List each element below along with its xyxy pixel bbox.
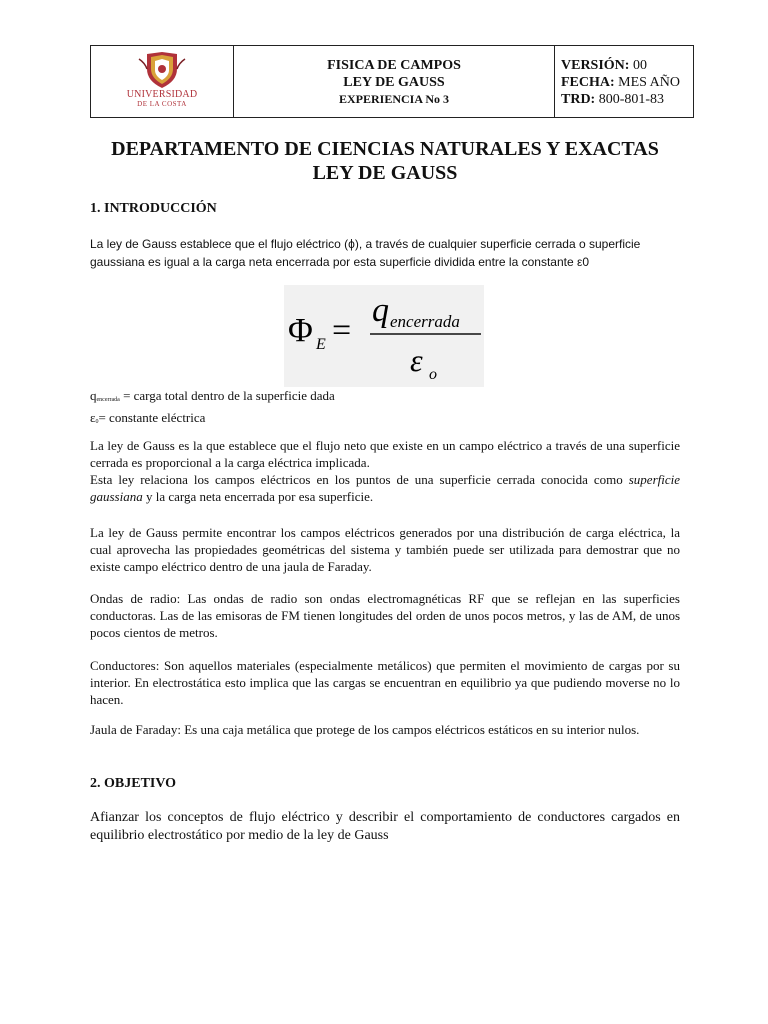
definition-q-subscript: encerrada: [96, 397, 120, 403]
logo-cell: [91, 46, 234, 117]
document-header: [90, 45, 694, 118]
definition-q-symbol: q: [90, 388, 97, 403]
shield-icon: [117, 51, 207, 91]
objective-heading: 2. OBJETIVO: [90, 776, 177, 791]
document-subject: LEY DE GAUSS: [312, 162, 458, 184]
faraday-cage-paragraph: Jaula de Faraday: Es una caja metálica que protege de los campos eléctricos estáticos en su interior nulos.: [90, 722, 640, 737]
trd-label: TRD:: [561, 92, 596, 107]
formula-graphic: [284, 285, 484, 387]
gauss-law-uses-paragraph: La ley de Gauss permite encontrar los campos eléctricos generados por una distribución de carga eléctrica, la cual aprovecha las propiedades geométricas del sistema y también puede ser utilizada para demostrar que no existe campo eléctrico dentro de una jaula de Faraday.: [90, 525, 680, 574]
gauss-law-paragraph: [90, 437, 680, 505]
document-meta-cell: [555, 46, 693, 117]
experience-number: EXPERIENCIA No 3: [338, 92, 449, 106]
date-label: FECHA:: [561, 75, 615, 90]
intro-heading: 1. INTRODUCCIÓN: [90, 201, 217, 216]
definition-q-text: = carga total dentro de la superficie dada: [119, 388, 335, 403]
formula-definitions: [90, 387, 335, 431]
definition-epsilon-text: = constante eléctrica: [98, 410, 206, 425]
logo-subtitle: DE LA COSTA: [137, 99, 187, 108]
date-value: MES AÑO: [614, 75, 681, 90]
course-title-cell: [234, 46, 555, 117]
gauss-formula: [284, 285, 484, 387]
gauss-law-relation-end: y la carga neta encerrada por esa superficie.: [142, 489, 374, 504]
intro-paragraph: La ley de Gauss establece que el flujo eléctrico (ϕ), a través de cualquier superficie cerrada o superficie gaussiana es igual a la carga neta encerrada por esta superficie dividida entre la constante ε0: [90, 237, 641, 269]
formula-equals: =: [332, 312, 352, 349]
formula-denominator: ε: [410, 342, 423, 378]
formula-flux-symbol: Φ: [288, 312, 313, 349]
definition-q: [90, 387, 335, 409]
date-row: [561, 74, 693, 91]
definition-epsilon: [90, 409, 335, 431]
gaussian-surface-term: superficie gaussiana: [90, 472, 680, 504]
definition-epsilon-subscript: 0: [95, 419, 99, 425]
formula-flux-subscript: E: [316, 336, 326, 353]
topic-name: LEY DE GAUSS: [343, 75, 445, 90]
gauss-law-statement: La ley de Gauss es la que establece que el flujo neto que existe en un campo eléctrico a través de una superficie cerrada es proporcional a la carga eléctrica implicada.: [90, 438, 680, 470]
gauss-law-relation-start: Esta ley relaciona los campos eléctricos en los puntos de una superficie cerrada conocida como: [90, 472, 629, 487]
formula-numerator: q: [372, 292, 389, 329]
university-logo: [117, 51, 207, 113]
radio-waves-paragraph: Ondas de radio: Las ondas de radio son ondas electromagnéticas RF que se reflejan en las superficies conductoras. Las de las emisoras de FM tienen longitudes del orden de unos pocos metros, y las de AM, de unos pocos cientos de metros.: [90, 591, 680, 640]
objective-paragraph: Afianzar los conceptos de flujo eléctrico y describir el comportamiento de conductores cargados en equilibrio electrostático por medio de la ley de Gauss: [90, 810, 680, 843]
version-row: [561, 57, 693, 74]
course-name: FISICA DE CAMPOS: [327, 58, 461, 73]
definition-epsilon-symbol: ε: [90, 410, 96, 425]
department-name: DEPARTAMENTO DE CIENCIAS NATURALES Y EXACTAS: [111, 138, 659, 160]
version-value: 00: [629, 58, 647, 73]
version-label: VERSIÓN:: [561, 58, 630, 73]
page-title: [0, 137, 768, 185]
trd-value: 800-801-83: [595, 92, 665, 107]
formula-denominator-subscript: o: [429, 366, 437, 383]
formula-numerator-subscript: encerrada: [390, 312, 460, 331]
trd-row: [561, 91, 693, 108]
logo-name: UNIVERSIDAD: [126, 88, 198, 100]
conductors-paragraph: Conductores: Son aquellos materiales (especialmente metálicos) que permiten el movimiento de cargas por su interior. En electrostática esto implica que las cargas se encuentran en equilibrio ya que pudiendo moverse no lo hacen.: [90, 658, 680, 707]
